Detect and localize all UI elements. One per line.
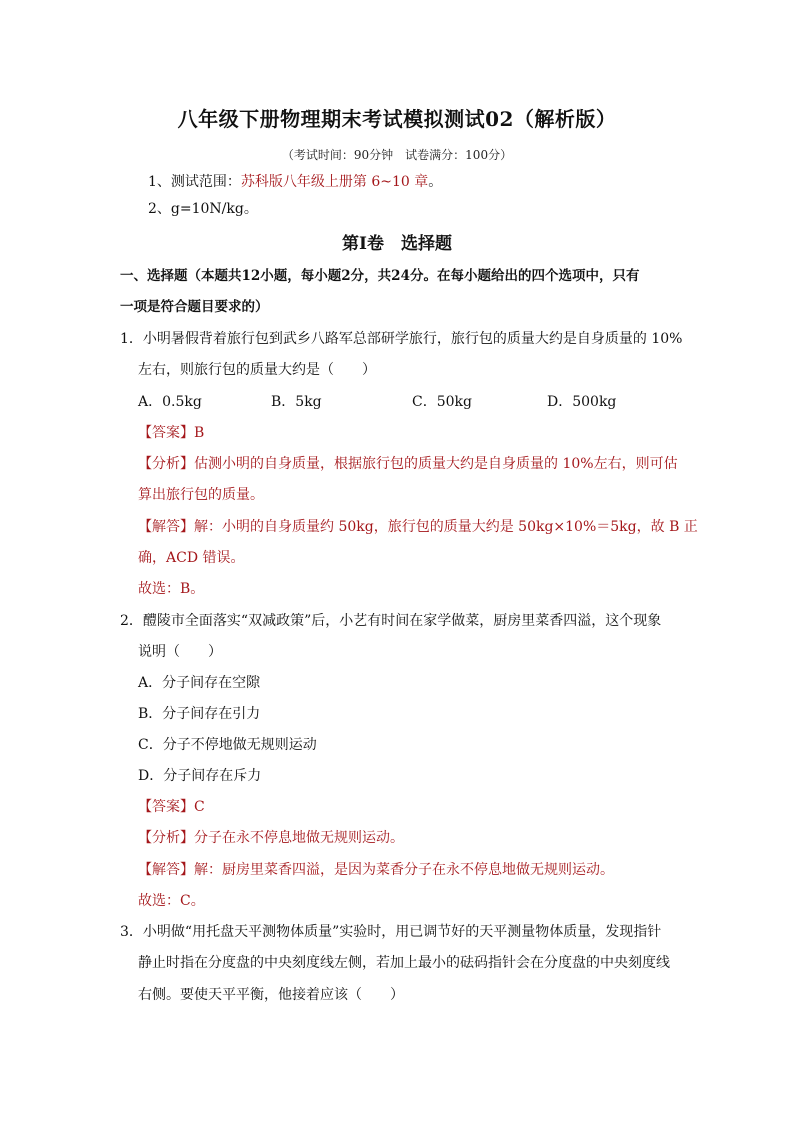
note-gravity: 2、g=10N/kg。: [148, 201, 258, 217]
q2-option-c: C．分子不停地做无规则运动: [138, 737, 317, 753]
q3-stem-line2: 静止时指在分度盘的中央刻度线左侧，若加上最小的砝码指针会在分度盘的中央刻度线: [138, 955, 670, 971]
q2-analysis: 【分析】分子在永不停息地做无规则运动。: [138, 830, 404, 846]
q1-option-d: D．500kg: [547, 394, 617, 410]
q1-option-c: C．50kg: [412, 394, 472, 410]
q1-solution-text: 解：小明的自身质量约 50kg，旅行包的质量大约是 50kg×10%＝5kg，故 B 正: [194, 519, 698, 535]
q1-analysis-line2: 算出旅行包的质量。: [138, 487, 264, 503]
q1-option-b: B．5kg: [271, 394, 322, 410]
section-title: 第Ⅰ卷 选择题: [342, 234, 452, 254]
q1-analysis-line1: 【分析】估测小明的自身质量，根据旅行包的质量大约是自身质量的 10%左右，则可估: [138, 456, 678, 472]
q1-answer: 【答案】B: [138, 425, 205, 441]
note-range-value: 苏科版八年级上册第 6~10 章: [240, 174, 429, 190]
q2-solution-text: 解：厨房里菜香四溢，是因为菜香分子在永不停息地做无规则运动。: [194, 862, 614, 878]
q2-solution: [138, 860, 614, 880]
part-instruction-line1: 一、选择题（本题共12小题，每小题2分，共24分。在每小题给出的四个选项中，只有: [120, 268, 640, 284]
q1-option-a: A．0.5kg: [138, 394, 202, 410]
note-range-prefix: 1、测试范围：: [148, 174, 241, 190]
q2-solution-tag: 【解答】: [138, 862, 194, 878]
q1-stem-line2: 左右，则旅行包的质量大约是（ ）: [138, 362, 376, 378]
q3-stem-line1: 3．小明做“用托盘天平测物体质量”实验时，用已调节好的天平测量物体质量，发现指针: [120, 924, 662, 940]
exam-info: （考试时间：90分钟 试卷满分：100分）: [281, 148, 513, 162]
page-title: 八年级下册物理期末考试模拟测试02（解析版）: [177, 107, 617, 131]
q2-stem-line2: 说明（ ）: [138, 644, 222, 660]
q2-stem-line1: 2．醴陵市全面落实“双减政策”后，小艺有时间在家学做菜，厨房里菜香四溢，这个现象: [120, 613, 662, 629]
q1-solution-tag: 【解答】: [138, 519, 194, 535]
note-range-suffix: 。: [428, 174, 443, 190]
q1-solution-line1: [138, 517, 698, 537]
note-range: [148, 172, 442, 192]
q2-option-b: B．分子间存在引力: [138, 706, 261, 722]
q3-stem-line3: 右侧。要使天平平衡，他接着应该（ ）: [138, 987, 404, 1003]
q2-answer: 【答案】C: [138, 799, 205, 815]
q1-solution-line2: 确，ACD 错误。: [138, 550, 245, 566]
q2-option-d: D．分子间存在斥力: [138, 768, 262, 784]
q2-choose: 故选：C。: [138, 893, 205, 909]
q1-choose: 故选：B。: [138, 581, 205, 597]
q1-stem-line1: 1．小明暑假背着旅行包到武乡八路军总部研学旅行，旅行包的质量大约是自身质量的 10%: [120, 331, 683, 347]
q2-option-a: A．分子间存在空隙: [138, 675, 261, 691]
part-instruction-line2: 一项是符合题目要求的）: [120, 299, 269, 315]
